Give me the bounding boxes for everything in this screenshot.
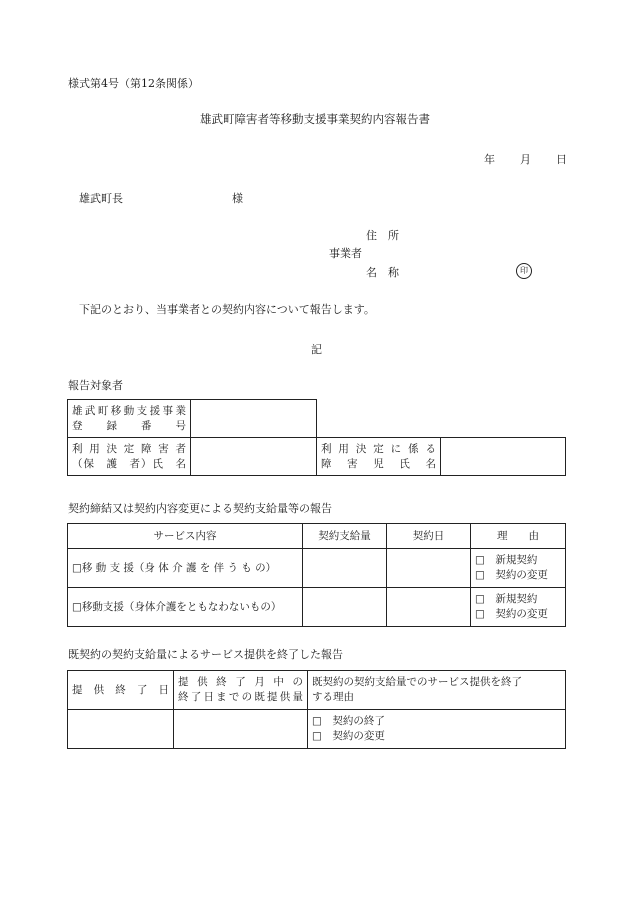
header-end-date <box>68 671 174 710</box>
termination-table <box>67 670 566 749</box>
page-title: 雄武町障害者等移動支援事業契約内容報告書 <box>200 112 430 126</box>
header-termination-reason <box>308 671 566 710</box>
termination-row <box>68 710 566 749</box>
provided-amount-cell[interactable] <box>174 710 308 749</box>
seal-mark: 印 <box>516 263 532 279</box>
contract-header-row <box>68 524 566 549</box>
provided-amount-label-line2: 終了日までの既提供量 <box>178 691 303 703</box>
empty-cell <box>317 400 441 438</box>
contract-change-checkbox[interactable]: □ 契約の変更 <box>312 730 385 742</box>
contract-change-checkbox[interactable]: □ 契約の変更 <box>475 608 548 620</box>
new-contract-checkbox[interactable]: □ 新規契約 <box>475 593 538 605</box>
person-label-line1: 利 用 決 定 障 害 者 <box>72 442 186 455</box>
termination-reason-cell <box>308 710 566 749</box>
service-option-without-care[interactable]: □移動支援（身体介護をともなわないもの） <box>68 588 303 627</box>
operator-label: 事業者 <box>329 247 362 260</box>
termination-reason-label-line1: 既契約の契約支給量でのサービス提供を終了 <box>312 676 522 688</box>
name-label: 名 称 <box>366 266 399 279</box>
report-subject-table <box>67 399 566 476</box>
termination-reason-label-line2: する理由 <box>312 691 354 703</box>
person-label-line2: （保 護 者）氏 名 <box>72 457 186 470</box>
header-reason: 理 由 <box>471 524 566 549</box>
registration-label-line2: 登 録 番 号 <box>72 419 186 432</box>
child-name-cell[interactable] <box>441 438 566 476</box>
reason-cell <box>471 588 566 627</box>
addressee-suffix: 様 <box>232 192 243 205</box>
contract-date-cell[interactable] <box>387 549 471 588</box>
child-label-line2: 障 害 児 氏 名 <box>321 457 436 470</box>
intro-text: 下記のとおり、当事業者との契約内容について報告します。 <box>79 303 375 316</box>
address-label: 住 所 <box>366 229 399 242</box>
section3-heading: 既契約の契約支給量によるサービス提供を終了した報告 <box>68 648 343 661</box>
header-provided-amount <box>174 671 308 710</box>
contract-change-checkbox[interactable]: □ 契約の変更 <box>475 569 548 581</box>
contract-row <box>68 549 566 588</box>
new-contract-checkbox[interactable]: □ 新規契約 <box>475 554 538 566</box>
contract-row <box>68 588 566 627</box>
date-day-label: 日 <box>556 153 567 166</box>
reason-cell <box>471 549 566 588</box>
ki-mark: 記 <box>311 343 322 356</box>
section1-heading: 報告対象者 <box>68 379 123 392</box>
contract-amount-cell[interactable] <box>303 588 387 627</box>
form-number: 様式第4号（第12条関係） <box>68 77 199 90</box>
person-row <box>68 438 566 476</box>
contract-date-cell[interactable] <box>387 588 471 627</box>
registration-number-cell[interactable] <box>191 400 317 438</box>
section2-heading: 契約締結又は契約内容変更による契約支給量等の報告 <box>68 502 332 515</box>
termination-header-row <box>68 671 566 710</box>
empty-cell <box>441 400 566 438</box>
child-label-cell <box>317 438 441 476</box>
service-option-with-care[interactable]: □移 動 支 援（身 体 介 護 を 伴 う も の） <box>68 549 303 588</box>
contract-end-checkbox[interactable]: □ 契約の終了 <box>312 715 385 727</box>
end-date-cell[interactable] <box>68 710 174 749</box>
date-year-label: 年 <box>484 153 495 166</box>
contract-amount-cell[interactable] <box>303 549 387 588</box>
registration-row <box>68 400 566 438</box>
header-service: サービス内容 <box>68 524 303 549</box>
person-name-cell[interactable] <box>191 438 317 476</box>
header-date: 契約日 <box>387 524 471 549</box>
date-month-label: 月 <box>520 153 531 166</box>
header-amount: 契約支給量 <box>303 524 387 549</box>
registration-label-cell <box>68 400 191 438</box>
child-label-line1: 利 用 決 定 に 係 る <box>321 442 436 455</box>
person-label-cell <box>68 438 191 476</box>
end-date-label: 提 供 終 了 日 <box>72 683 169 696</box>
contract-table <box>67 523 566 627</box>
registration-label-line1: 雄武町移動支援事業 <box>72 404 186 417</box>
addressee: 雄武町長 <box>79 192 123 205</box>
provided-amount-label-line1: 提 供 終 了 月 中 の <box>178 676 303 688</box>
